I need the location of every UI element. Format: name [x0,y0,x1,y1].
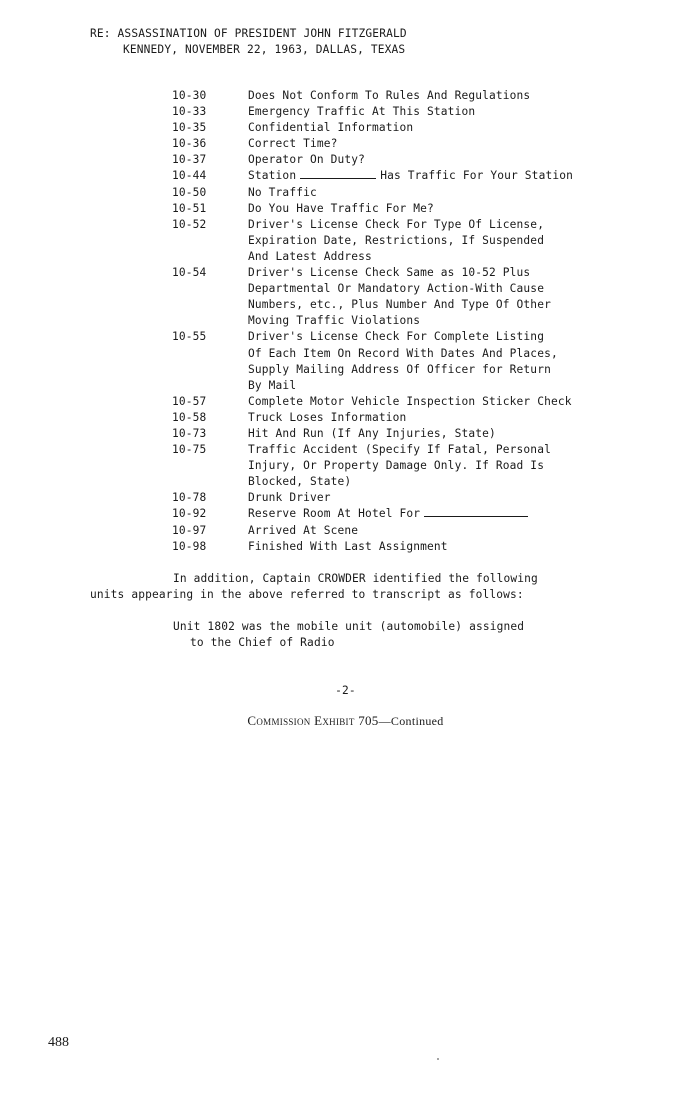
ten-code-meaning [248,490,652,506]
ten-code-row [172,523,652,539]
ten-code-meaning-line: Driver's License Check Same as 10-52 Plus [248,266,531,280]
ten-code-meaning-line: Do You Have Traffic For Me? [248,201,434,215]
ten-code-number: 10-78 [172,491,207,505]
exhibit-caption-label: Commission Exhibit 705 [247,713,379,728]
exhibit-caption-suffix: —Continued [378,714,444,728]
ten-code-number: 10-33 [172,105,207,119]
ten-code-number: 10-37 [172,153,207,167]
ten-code-meaning [248,136,652,152]
ten-code-meaning-line: Of Each Item On Record With Dates And Places, [248,346,558,360]
ten-code-row [172,136,652,152]
ten-code-meaning-line: No Traffic [248,185,317,199]
ten-code-meaning-line: Departmental Or Mandatory Action-With Cause [248,282,545,296]
ten-code-meaning-line: Expiration Date, Restrictions, If Suspended [248,233,545,247]
ten-code-meaning [248,152,652,168]
ten-code-row [172,426,652,442]
document-heading [90,26,407,58]
ten-code-row [172,410,652,426]
ten-code-meaning-line: By Mail [248,378,297,392]
ten-code-row [172,490,652,506]
heading-line-1: RE: ASSASSINATION OF PRESIDENT JOHN FITZGERALD [90,27,407,40]
ten-code-meaning [248,539,652,555]
ten-code-meaning [248,523,652,539]
ten-code-meaning-line: And Latest Address [248,249,372,263]
ten-code-number: 10-52 [172,217,207,231]
ten-code-meaning-line: Confidential Information [248,121,414,135]
ten-code-meaning-line: Driver's License Check For Complete Listing [248,330,545,344]
ten-code-meaning [248,442,652,490]
unit-entry [173,619,524,651]
ten-code-meaning [248,201,652,217]
ten-code-number: 10-50 [172,185,207,199]
ten-code-meaning-line: Does Not Conform To Rules And Regulations [248,89,531,102]
ten-code-meaning [248,168,652,184]
fill-in-blank [300,169,376,179]
ten-code-number: 10-57 [172,394,207,408]
ten-code-number: 10-51 [172,201,207,215]
ten-code-number: 10-30 [172,89,207,102]
page-number: 488 [48,1035,69,1050]
ten-code-meaning [248,88,652,104]
ten-code-number: 10-54 [172,266,207,280]
ten-code-row [172,217,652,265]
ten-code-meaning [248,394,652,410]
ten-code-row [172,185,652,201]
ten-code-number: 10-35 [172,121,207,135]
ten-code-meaning [248,506,652,522]
ten-code-number: 10-98 [172,539,207,553]
ten-code-row [172,120,652,136]
ten-code-meaning-line [248,168,652,184]
ten-code-meaning-line: Complete Motor Vehicle Inspection Sticker Check [248,394,572,408]
ten-code-number: 10-36 [172,137,207,151]
ten-code-row [172,152,652,168]
ten-code-meaning-text: Station [248,169,297,183]
ten-code-number: 10-58 [172,410,207,424]
ten-code-list [172,88,652,555]
ten-code-meaning [248,120,652,136]
ten-code-meaning-line: Driver's License Check For Type Of License, [248,217,545,231]
ten-code-number: 10-44 [172,169,207,183]
unit-line-1: Unit 1802 was the mobile unit (automobile) assigned [173,620,525,633]
ten-code-meaning-line: Operator On Duty? [248,153,366,167]
ten-code-row [172,329,652,393]
ten-code-meaning-line: Numbers, etc., Plus Number And Type Of Other [248,298,551,312]
ten-code-number: 10-92 [172,507,207,521]
ten-code-meaning-line [248,506,652,522]
fill-in-blank [424,507,528,517]
ten-code-meaning-line: Moving Traffic Violations [248,314,421,328]
ten-code-row [172,265,652,329]
ten-code-meaning [248,217,652,265]
ten-code-number: 10-75 [172,443,207,457]
ten-code-meaning-text: Reserve Room At Hotel For [248,507,421,521]
ten-code-number: 10-73 [172,426,207,440]
paragraph-line-1: In addition, Captain CROWDER identified the following [173,572,538,585]
ten-code-row [172,539,652,555]
ten-code-meaning-line: Emergency Traffic At This Station [248,105,476,119]
ten-code-meaning-line: Blocked, State) [248,475,352,489]
ten-code-meaning-line: Traffic Accident (Specify If Fatal, Personal [248,443,551,457]
ten-code-row [172,442,652,490]
ten-code-row [172,88,652,104]
ten-code-meaning-line: Arrived At Scene [248,523,359,537]
ten-code-meaning-line: Injury, Or Property Damage Only. If Road Is [248,459,545,473]
exhibit-caption [0,713,691,729]
scan-speck [437,1058,439,1060]
ten-code-meaning [248,329,652,393]
ten-code-meaning [248,410,652,426]
ten-code-meaning-line: Drunk Driver [248,491,331,505]
ten-code-meaning-line: Supply Mailing Address Of Officer for Return [248,362,551,376]
ten-code-row [172,168,652,184]
ten-code-meaning-line: Correct Time? [248,137,338,151]
ten-code-meaning-line: Truck Loses Information [248,410,407,424]
ten-code-row [172,104,652,120]
unit-line-2: to the Chief of Radio [190,636,335,649]
ten-code-row [172,394,652,410]
ten-code-number: 10-97 [172,523,207,537]
ten-code-meaning [248,426,652,442]
page-marker: -2- [335,684,356,697]
ten-code-meaning [248,104,652,120]
ten-code-meaning-text: Has Traffic For Your Station [380,169,573,183]
heading-line-2: KENNEDY, NOVEMBER 22, 1963, DALLAS, TEXAS [123,43,406,56]
ten-code-meaning-line: Finished With Last Assignment [248,539,448,553]
ten-code-meaning [248,265,652,329]
ten-code-meaning [248,185,652,201]
ten-code-row [172,506,652,522]
paragraph-line-2: units appearing in the above referred to transcript as follows: [90,588,524,601]
ten-code-meaning-line: Hit And Run (If Any Injuries, State) [248,426,496,440]
ten-code-row [172,201,652,217]
crowder-paragraph [90,571,538,603]
ten-code-number: 10-55 [172,330,207,344]
